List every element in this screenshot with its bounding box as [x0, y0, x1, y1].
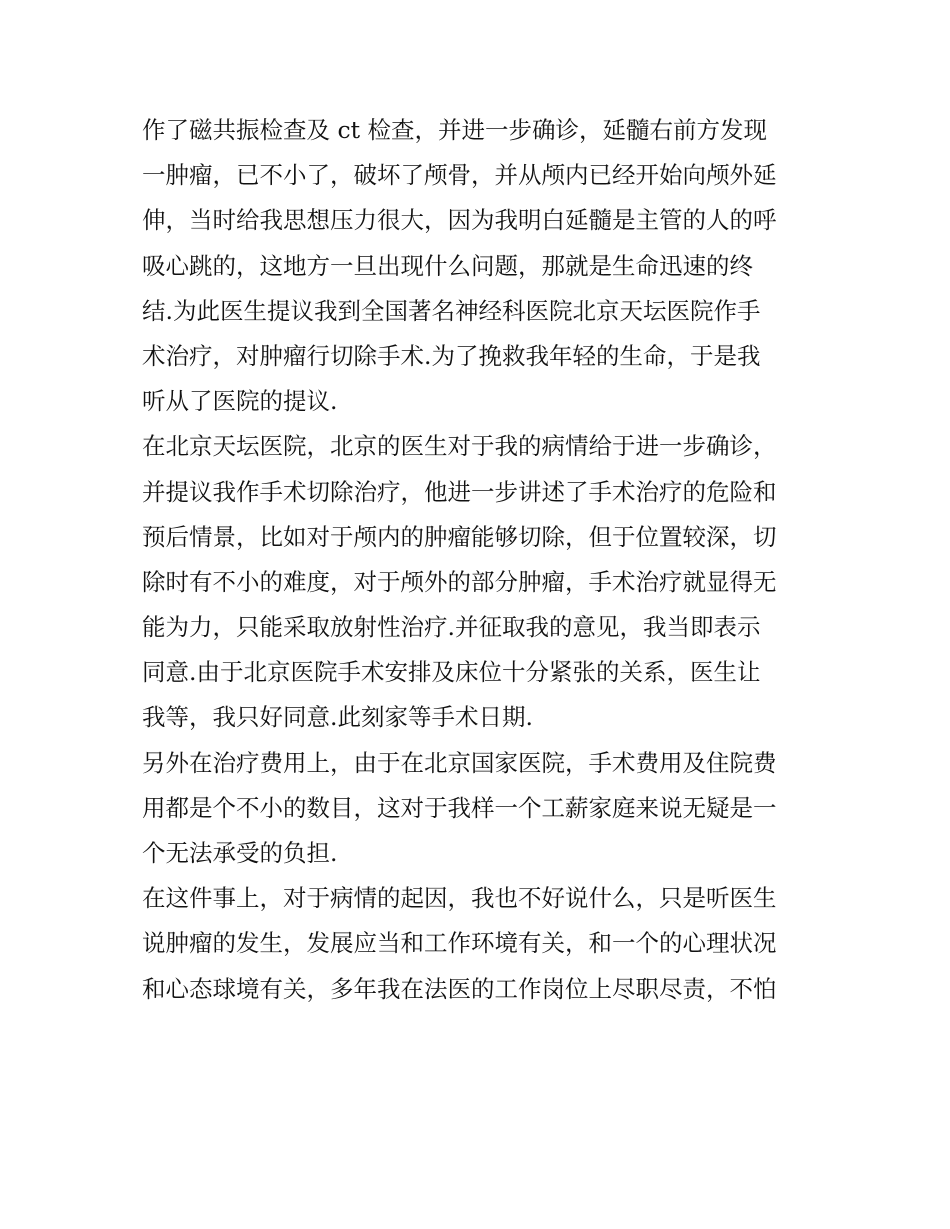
text-line: 个无法承受的负担.	[142, 839, 338, 867]
text-line: 伸，当时给我思想压力很大，因为我明白延髓是主管的人的呼	[142, 206, 777, 235]
body-text	[142, 108, 822, 1012]
text-line: 并提议我作手术切除治疗，他进一步讲述了手术治疗的危险和	[142, 477, 777, 506]
text-line: 同意.由于北京医院手术安排及床位十分紧张的关系，医生让	[142, 658, 761, 687]
text-line: 另外在治疗费用上，由于在北京国家医院，手术费用及住院费	[142, 748, 777, 777]
text-line: 能为力，只能采取放射性治疗.并征取我的意见，我当即表示	[142, 613, 761, 642]
text-line: 和心态球境有关，多年我在法医的工作岗位上尽职尽责，不怕	[142, 974, 777, 1003]
text-line: 在这件事上，对于病情的起因，我也不好说什么，只是听医生	[142, 884, 777, 913]
text-line: 一肿瘤，已不小了，破坏了颅骨，并从颅内已经开始向颅外延	[142, 161, 777, 190]
text-line: 在北京天坛医院，北京的医生对于我的病情给于进一步确诊，	[142, 432, 777, 461]
text-line: 术治疗，对肿瘤行切除手术.为了挽救我年轻的生命，于是我	[142, 341, 761, 370]
text-line: 预后情景，比如对于颅内的肿瘤能够切除，但于位置较深，切	[142, 522, 777, 551]
text-line: 听从了医院的提议.	[142, 387, 338, 416]
text-line: 结.为此医生提议我到全国著名神经科医院北京天坛医院作手	[142, 296, 761, 325]
text-line: 除时有不小的难度，对于颅外的部分肿瘤，手术治疗就显得无	[142, 567, 777, 596]
text-line: 用都是个不小的数目，这对于我样一个工薪家庭来说无疑是一	[142, 793, 777, 822]
text-line: 我等，我只好同意.此刻家等手术日期.	[142, 703, 533, 732]
text-line: 吸心跳的，这地方一旦出现什么问题，那就是生命迅速的终	[142, 251, 753, 280]
text-line: 作了磁共振检查及 ct 检查，并进一步确诊，延髓右前方发现	[142, 116, 768, 144]
text-line: 说肿瘤的发生，发展应当和工作环境有关，和一个的心理状况	[142, 929, 777, 958]
